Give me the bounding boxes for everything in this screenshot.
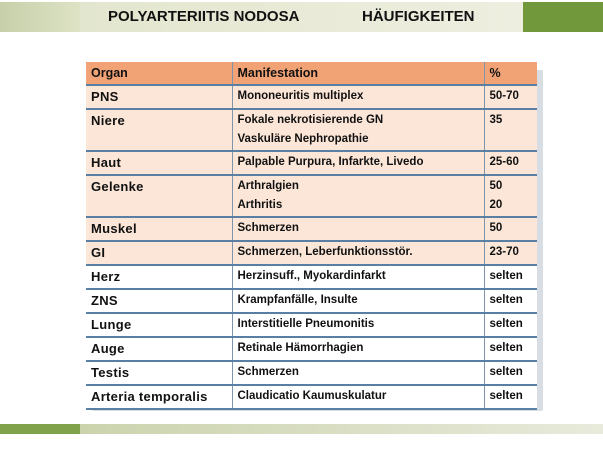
- bottom-bar-accent: [0, 424, 80, 434]
- manifestation-cell: [232, 265, 484, 289]
- table-row: [86, 241, 537, 265]
- table-body: [86, 85, 537, 409]
- percent-line: selten: [489, 342, 523, 354]
- table-row: [86, 337, 537, 361]
- percent-line: 50: [489, 222, 503, 234]
- percent-line: selten: [489, 318, 523, 330]
- frequency-table-container: [86, 62, 537, 410]
- table-row: [86, 361, 537, 385]
- percent-cell: [484, 265, 537, 289]
- percent-line: selten: [489, 270, 523, 282]
- bottom-bar-rule: [80, 424, 603, 434]
- percent-line: 23-70: [489, 246, 519, 258]
- organ-cell: Haut: [86, 151, 232, 175]
- manifestation-cell: [232, 175, 484, 217]
- manifestation-cell: [232, 241, 484, 265]
- organ-cell: Niere: [86, 109, 232, 151]
- organ-cell: Testis: [86, 361, 232, 385]
- organ-cell: ZNS: [86, 289, 232, 313]
- table-row: [86, 265, 537, 289]
- organ-cell: Arteria temporalis: [86, 385, 232, 409]
- frequency-table: [86, 62, 537, 410]
- percent-line: 25-60: [489, 156, 519, 168]
- manifestation-line: Schmerzen: [237, 222, 299, 234]
- manifestation-cell: [232, 217, 484, 241]
- percent-cell: [484, 85, 537, 109]
- manifestation-line: Arthralgien: [237, 180, 299, 192]
- percent-cell: [484, 313, 537, 337]
- organ-cell: PNS: [86, 85, 232, 109]
- organ-cell: Auge: [86, 337, 232, 361]
- title-bar: [0, 2, 603, 32]
- percent-line: 35: [489, 114, 503, 126]
- header-organ: Organ: [86, 62, 232, 85]
- percent-cell: [484, 385, 537, 409]
- manifestation-cell: [232, 313, 484, 337]
- header-percent: %: [484, 62, 537, 85]
- percent-cell: [484, 151, 537, 175]
- organ-cell: Herz: [86, 265, 232, 289]
- organ-cell: Gelenke: [86, 175, 232, 217]
- organ-cell: GI: [86, 241, 232, 265]
- table-row: [86, 175, 537, 217]
- table-row: [86, 217, 537, 241]
- title-bar-accent-block: [523, 2, 603, 32]
- table-row: [86, 313, 537, 337]
- manifestation-line: Retinale Hämorrhagien: [237, 342, 364, 354]
- organ-cell: Lunge: [86, 313, 232, 337]
- table-row: [86, 85, 537, 109]
- title-bar-left-block: [0, 2, 80, 32]
- title-disease: POLYARTERIITIS NODOSA: [108, 8, 300, 25]
- manifestation-line: Arthritis: [237, 199, 283, 211]
- manifestation-line: Claudicatio Kaumuskulatur: [237, 390, 387, 402]
- manifestation-line: Schmerzen, Leberfunktionsstör.: [237, 246, 413, 258]
- header-manifestation: Manifestation: [232, 62, 484, 85]
- manifestation-line: Vaskuläre Nephropathie: [237, 133, 369, 145]
- table-header-row: [86, 62, 537, 85]
- manifestation-line: Interstitielle Pneumonitis: [237, 318, 375, 330]
- manifestation-cell: [232, 289, 484, 313]
- manifestation-cell: [232, 109, 484, 151]
- manifestation-cell: [232, 361, 484, 385]
- manifestation-line: Schmerzen: [237, 366, 299, 378]
- table-row: [86, 109, 537, 151]
- manifestation-line: Krampfanfälle, Insulte: [237, 294, 358, 306]
- page-title: [80, 2, 523, 32]
- table-row: [86, 289, 537, 313]
- percent-cell: [484, 241, 537, 265]
- manifestation-line: Mononeuritis multiplex: [237, 90, 364, 102]
- table-row: [86, 385, 537, 409]
- percent-cell: [484, 337, 537, 361]
- table-row: [86, 151, 537, 175]
- percent-line: selten: [489, 294, 523, 306]
- percent-line: 50-70: [489, 90, 519, 102]
- percent-cell: [484, 175, 537, 217]
- manifestation-cell: [232, 385, 484, 409]
- organ-cell: Muskel: [86, 217, 232, 241]
- percent-line: 20: [489, 199, 503, 211]
- manifestation-cell: [232, 85, 484, 109]
- percent-line: selten: [489, 366, 523, 378]
- manifestation-line: Herzinsuff., Myokardinfarkt: [237, 270, 386, 282]
- manifestation-line: Fokale nekrotisierende GN: [237, 114, 384, 126]
- percent-line: 50: [489, 180, 503, 192]
- manifestation-cell: [232, 151, 484, 175]
- bottom-bar: [0, 424, 603, 434]
- percent-line: selten: [489, 390, 523, 402]
- manifestation-line: Palpable Purpura, Infarkte, Livedo: [237, 156, 424, 168]
- percent-cell: [484, 361, 537, 385]
- percent-cell: [484, 217, 537, 241]
- percent-cell: [484, 289, 537, 313]
- manifestation-cell: [232, 337, 484, 361]
- title-frequencies: HÄUFIGKEITEN: [362, 8, 475, 25]
- percent-cell: [484, 109, 537, 151]
